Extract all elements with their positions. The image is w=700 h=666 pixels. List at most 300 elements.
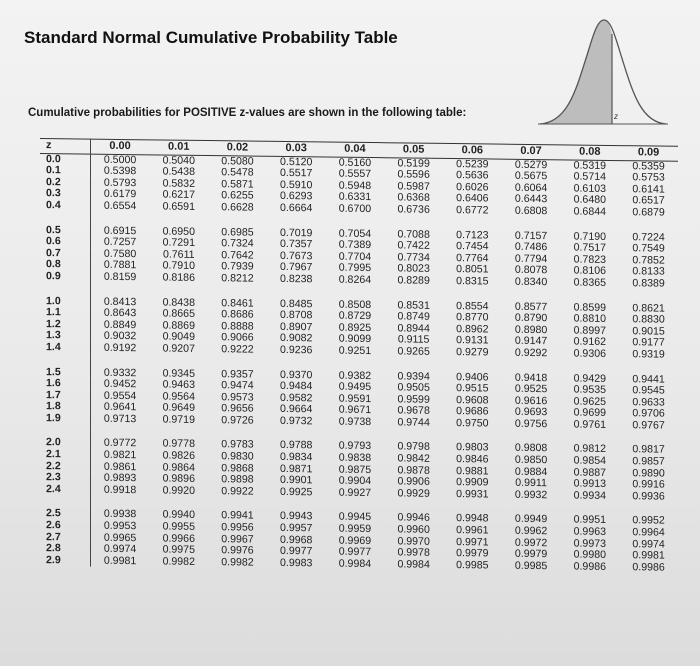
probability-cell: 0.8830 xyxy=(632,313,665,326)
probability-cell: 0.9957 xyxy=(280,521,313,535)
probability-cell: 0.8944 xyxy=(397,322,430,335)
probability-cell: 0.6915 xyxy=(103,224,137,237)
probability-cell: 0.9931 xyxy=(456,487,489,501)
probability-cell: 0.7357 xyxy=(280,238,313,251)
probability-cell: 0.9887 xyxy=(573,466,606,479)
probability-cell: 0.8708 xyxy=(280,309,313,322)
probability-cell: 0.9878 xyxy=(397,464,430,477)
probability-cell: 0.9345 xyxy=(162,366,195,380)
probability-cell: 0.9192 xyxy=(103,341,137,355)
probability-cell: 0.9066 xyxy=(221,331,254,344)
probability-cell: 0.9599 xyxy=(397,393,430,406)
probability-cell: 0.9719 xyxy=(162,413,195,426)
probability-cell: 0.7673 xyxy=(280,249,313,263)
z-value-cell: 0.0 xyxy=(40,153,90,166)
probability-cell: 0.5319 xyxy=(573,159,606,172)
probability-cell: 0.7910 xyxy=(162,259,195,273)
probability-cell: 0.8790 xyxy=(514,311,548,325)
probability-cell: 0.8289 xyxy=(397,274,430,287)
probability-cell: 0.5080 xyxy=(221,154,254,168)
z-table-body xyxy=(40,153,678,574)
probability-cell: 0.9913 xyxy=(573,477,606,491)
probability-cell: 0.9495 xyxy=(338,380,372,394)
probability-cell: 0.5871 xyxy=(221,177,254,191)
probability-cell: 0.8078 xyxy=(514,264,548,277)
probability-cell: 0.9936 xyxy=(632,490,665,503)
probability-cell: 0.9656 xyxy=(221,402,254,415)
probability-cell: 0.9834 xyxy=(280,450,313,464)
probability-cell: 0.9591 xyxy=(338,392,372,405)
probability-cell: 0.5557 xyxy=(338,167,372,181)
probability-cell: 0.9925 xyxy=(280,485,313,499)
probability-cell: 0.5000 xyxy=(103,153,137,166)
probability-cell: 0.9973 xyxy=(573,537,606,550)
probability-cell: 0.7704 xyxy=(338,250,372,263)
probability-cell: 0.9664 xyxy=(280,403,313,416)
z-value-cell: 0.7 xyxy=(40,248,90,260)
probability-cell: 0.8665 xyxy=(162,307,195,321)
probability-cell: 0.9881 xyxy=(456,464,489,478)
probability-cell: 0.9970 xyxy=(397,534,430,548)
probability-cell: 0.9955 xyxy=(162,520,195,533)
probability-cell: 0.6700 xyxy=(338,202,372,216)
probability-cell: 0.9896 xyxy=(162,472,195,486)
probability-cell: 0.9015 xyxy=(632,324,665,338)
z-column-header: z xyxy=(40,139,90,154)
probability-cell: 0.9980 xyxy=(573,548,606,562)
probability-cell: 0.9977 xyxy=(338,545,372,559)
probability-cell: 0.9906 xyxy=(397,475,430,489)
probability-cell: 0.5239 xyxy=(456,157,489,171)
probability-cell: 0.9890 xyxy=(632,466,665,480)
probability-cell: 0.9983 xyxy=(280,556,313,570)
probability-cell: 0.8888 xyxy=(221,319,254,333)
probability-cell: 0.7734 xyxy=(397,251,430,264)
probability-cell: 0.9922 xyxy=(221,485,254,498)
probability-cell: 0.9772 xyxy=(103,437,137,450)
probability-cell: 0.9505 xyxy=(397,381,430,394)
probability-cell: 0.7580 xyxy=(103,247,137,260)
probability-cell: 0.8485 xyxy=(280,297,313,310)
probability-cell: 0.9941 xyxy=(221,509,254,523)
probability-cell: 0.9952 xyxy=(632,514,665,528)
probability-cell: 0.8925 xyxy=(338,321,372,334)
column-header: 0.06 xyxy=(443,143,502,158)
probability-cell: 0.6179 xyxy=(103,188,137,201)
probability-cell: 0.9332 xyxy=(103,366,137,379)
probability-cell: 0.9357 xyxy=(221,367,254,381)
column-header: 0.07 xyxy=(502,144,561,159)
probability-cell: 0.9934 xyxy=(573,489,606,502)
probability-cell: 0.9147 xyxy=(514,335,548,348)
column-header: 0.08 xyxy=(560,145,619,160)
probability-cell: 0.7486 xyxy=(514,240,548,254)
probability-cell: 0.9812 xyxy=(573,442,606,456)
probability-cell: 0.6664 xyxy=(280,201,313,215)
probability-cell: 0.9959 xyxy=(338,522,372,536)
probability-cell: 0.9984 xyxy=(338,557,372,570)
probability-cell: 0.9292 xyxy=(514,346,548,360)
probability-cell: 0.7324 xyxy=(221,237,254,250)
probability-cell: 0.6628 xyxy=(221,201,254,214)
z-value-cell: 2.6 xyxy=(40,520,90,532)
probability-cell: 0.7995 xyxy=(338,261,372,275)
probability-cell: 0.9909 xyxy=(456,476,489,489)
probability-cell: 0.9032 xyxy=(103,330,137,343)
probability-cell: 0.7224 xyxy=(632,230,665,244)
probability-cell: 0.8159 xyxy=(103,270,137,284)
probability-cell: 0.9964 xyxy=(632,526,665,539)
z-value-cell: 2.5 xyxy=(40,495,90,520)
z-value-cell: 1.3 xyxy=(40,330,90,342)
probability-cell: 0.9949 xyxy=(514,513,548,526)
probability-cell: 0.8599 xyxy=(573,301,606,314)
probability-cell: 0.9319 xyxy=(632,348,665,361)
z-value-cell: 1.8 xyxy=(40,401,90,413)
probability-cell: 0.9985 xyxy=(514,559,548,573)
probability-cell: 0.9082 xyxy=(280,332,313,345)
probability-cell: 0.8962 xyxy=(456,322,489,336)
probability-cell: 0.7794 xyxy=(514,252,548,265)
z-value-cell: 1.7 xyxy=(40,390,90,402)
probability-cell: 0.9962 xyxy=(514,524,548,538)
probability-cell: 0.8413 xyxy=(103,295,137,308)
probability-cell: 0.8315 xyxy=(456,275,489,288)
z-value-cell: 0.5 xyxy=(40,212,90,237)
probability-cell: 0.5675 xyxy=(514,169,548,183)
probability-cell: 0.9744 xyxy=(397,416,430,429)
probability-cell: 0.7517 xyxy=(573,241,606,255)
probability-cell: 0.5910 xyxy=(280,178,313,192)
probability-cell: 0.9961 xyxy=(456,524,489,537)
z-value-cell: 2.2 xyxy=(40,461,90,473)
probability-cell: 0.9968 xyxy=(280,533,313,546)
probability-cell: 0.9864 xyxy=(162,461,195,474)
z-value-cell: 2.1 xyxy=(40,449,90,461)
z-value-cell: 1.1 xyxy=(40,307,90,319)
probability-cell: 0.8749 xyxy=(397,310,430,323)
probability-cell: 0.5948 xyxy=(338,179,372,192)
probability-cell: 0.9616 xyxy=(514,394,548,407)
probability-cell: 0.9236 xyxy=(280,343,313,357)
probability-cell: 0.9778 xyxy=(162,437,195,451)
probability-cell: 0.9821 xyxy=(103,448,137,462)
probability-cell: 0.9177 xyxy=(632,336,665,349)
column-header: 0.04 xyxy=(326,142,385,157)
probability-cell: 0.6844 xyxy=(573,205,606,218)
z-value-cell: 0.4 xyxy=(40,200,90,212)
probability-cell: 0.9956 xyxy=(221,521,254,534)
probability-cell: 0.9783 xyxy=(221,438,254,452)
probability-cell: 0.8023 xyxy=(397,262,430,276)
probability-cell: 0.9838 xyxy=(338,451,372,465)
probability-cell: 0.5987 xyxy=(397,180,430,193)
probability-cell: 0.9977 xyxy=(280,545,313,558)
probability-cell: 0.9671 xyxy=(338,403,372,417)
probability-cell: 0.9918 xyxy=(103,483,137,497)
z-value-cell: 0.8 xyxy=(40,259,90,271)
z-value-cell: 1.0 xyxy=(40,283,90,308)
probability-cell: 0.6406 xyxy=(456,192,489,205)
probability-cell: 0.9932 xyxy=(514,488,548,502)
probability-cell: 0.6517 xyxy=(632,194,665,208)
probability-cell: 0.5517 xyxy=(280,167,313,180)
z-value-cell: 0.1 xyxy=(40,165,90,177)
probability-cell: 0.8810 xyxy=(573,312,606,326)
probability-cell: 0.9726 xyxy=(221,414,254,427)
probability-cell: 0.9975 xyxy=(162,543,195,557)
probability-cell: 0.9306 xyxy=(573,347,606,360)
probability-cell: 0.9951 xyxy=(573,513,606,527)
probability-cell: 0.9582 xyxy=(280,391,313,405)
probability-cell: 0.7764 xyxy=(456,251,489,265)
probability-cell: 0.9868 xyxy=(221,461,254,475)
probability-cell: 0.9429 xyxy=(573,372,606,385)
z-value-cell: 1.4 xyxy=(40,342,90,354)
probability-cell: 0.5636 xyxy=(456,169,489,182)
probability-cell: 0.9756 xyxy=(514,417,548,431)
probability-cell: 0.9971 xyxy=(456,535,489,549)
probability-cell: 0.6331 xyxy=(338,191,372,204)
probability-cell: 0.7190 xyxy=(573,230,606,243)
probability-cell: 0.9678 xyxy=(397,404,430,418)
probability-cell: 0.8438 xyxy=(162,296,195,309)
probability-cell: 0.8051 xyxy=(456,263,489,276)
probability-cell: 0.5832 xyxy=(162,177,195,190)
z-value-cell: 2.3 xyxy=(40,472,90,484)
probability-cell: 0.9649 xyxy=(162,401,195,415)
probability-cell: 0.6255 xyxy=(221,189,254,202)
probability-cell: 0.9222 xyxy=(221,343,254,356)
probability-cell: 0.9693 xyxy=(514,406,548,419)
probability-cell: 0.9484 xyxy=(280,380,313,393)
probability-cell: 0.9279 xyxy=(456,345,489,359)
z-value-cell: 2.9 xyxy=(40,555,90,567)
probability-cell: 0.5438 xyxy=(162,165,195,179)
probability-cell: 0.9943 xyxy=(280,510,313,523)
probability-cell: 0.8186 xyxy=(162,271,195,284)
probability-cell: 0.5398 xyxy=(103,164,137,178)
probability-cell: 0.9131 xyxy=(456,334,489,347)
probability-cell: 0.8340 xyxy=(514,275,548,289)
probability-cell: 0.9463 xyxy=(162,378,195,391)
probability-cell: 0.9633 xyxy=(632,395,665,409)
probability-cell: 0.9207 xyxy=(162,342,195,355)
probability-cell: 0.9986 xyxy=(632,561,665,574)
z-value-cell: 1.9 xyxy=(40,413,90,425)
probability-cell: 0.9979 xyxy=(514,548,548,561)
probability-cell: 0.8365 xyxy=(573,276,606,289)
probability-cell: 0.6368 xyxy=(397,191,430,205)
probability-cell: 0.9535 xyxy=(573,383,606,397)
column-header: 0.05 xyxy=(384,143,443,158)
probability-cell: 0.9966 xyxy=(162,532,195,545)
probability-cell: 0.6480 xyxy=(573,193,606,207)
probability-cell: 0.7389 xyxy=(338,238,372,252)
probability-cell: 0.9641 xyxy=(103,401,137,414)
probability-cell: 0.9564 xyxy=(162,390,195,403)
probability-cell: 0.9893 xyxy=(103,472,137,485)
probability-cell: 0.7939 xyxy=(221,260,254,273)
probability-cell: 0.5199 xyxy=(397,156,430,170)
probability-cell: 0.6443 xyxy=(514,193,548,206)
probability-cell: 0.9767 xyxy=(632,419,665,432)
probability-cell: 0.7088 xyxy=(397,227,430,241)
z-table xyxy=(40,138,678,574)
probability-cell: 0.8508 xyxy=(338,298,372,311)
probability-cell: 0.8264 xyxy=(338,273,372,286)
probability-cell: 0.9884 xyxy=(514,465,548,478)
probability-cell: 0.7291 xyxy=(162,236,195,250)
probability-cell: 0.9979 xyxy=(456,547,489,560)
probability-cell: 0.5793 xyxy=(103,176,137,189)
probability-cell: 0.7881 xyxy=(103,259,137,272)
z-value-cell: 0.9 xyxy=(40,271,90,283)
probability-cell: 0.9251 xyxy=(338,344,372,357)
probability-cell: 0.6808 xyxy=(514,204,548,218)
probability-cell: 0.9732 xyxy=(280,414,313,428)
probability-cell: 0.9948 xyxy=(456,512,489,525)
probability-cell: 0.9898 xyxy=(221,473,254,486)
z-value-cell: 0.3 xyxy=(40,188,90,200)
column-header: 0.03 xyxy=(267,141,326,156)
probability-cell: 0.9441 xyxy=(632,372,665,386)
probability-cell: 0.9969 xyxy=(338,534,372,547)
probability-cell: 0.9929 xyxy=(397,487,430,500)
column-header: 0.00 xyxy=(90,139,149,154)
probability-cell: 0.6736 xyxy=(397,203,430,216)
probability-cell: 0.8106 xyxy=(573,264,606,278)
probability-cell: 0.9830 xyxy=(221,450,254,463)
probability-cell: 0.8980 xyxy=(514,323,548,336)
column-header: 0.09 xyxy=(619,146,678,161)
probability-cell: 0.6591 xyxy=(162,200,195,213)
probability-cell: 0.6950 xyxy=(162,225,195,238)
probability-cell: 0.9418 xyxy=(514,371,548,384)
column-header: 0.01 xyxy=(149,140,208,155)
probability-cell: 0.8907 xyxy=(280,320,313,334)
probability-cell: 0.9706 xyxy=(632,407,665,420)
probability-cell: 0.7852 xyxy=(632,253,665,267)
probability-cell: 0.9826 xyxy=(162,449,195,462)
probability-cell: 0.9788 xyxy=(280,439,313,452)
probability-cell: 0.9382 xyxy=(338,369,372,382)
probability-cell: 0.9099 xyxy=(338,332,372,346)
probability-cell: 0.8531 xyxy=(397,298,430,312)
probability-cell: 0.9608 xyxy=(456,393,489,407)
probability-cell: 0.9793 xyxy=(338,440,372,453)
probability-cell: 0.9686 xyxy=(456,405,489,418)
probability-cell: 0.9981 xyxy=(632,549,665,562)
probability-cell: 0.7611 xyxy=(162,248,195,261)
probability-cell: 0.8212 xyxy=(221,272,254,285)
probability-cell: 0.8729 xyxy=(338,309,372,323)
probability-cell: 0.9394 xyxy=(397,369,430,383)
probability-cell: 0.9803 xyxy=(456,441,489,454)
probability-cell: 0.6554 xyxy=(103,199,137,213)
probability-cell: 0.9515 xyxy=(456,382,489,395)
probability-cell: 0.9761 xyxy=(573,418,606,431)
table-caption: Cumulative probabilities for POSITIVE z-values are shown in the following table: xyxy=(28,107,467,119)
probability-cell: 0.9972 xyxy=(514,536,548,549)
probability-cell: 0.9938 xyxy=(103,508,137,521)
probability-cell: 0.9842 xyxy=(397,452,430,465)
probability-cell: 0.6217 xyxy=(162,188,195,202)
z-value-cell: 1.5 xyxy=(40,354,90,379)
probability-cell: 0.6293 xyxy=(280,190,313,203)
normal-curve-icon xyxy=(538,12,668,130)
probability-cell: 0.9854 xyxy=(573,454,606,467)
probability-cell: 0.9817 xyxy=(632,443,665,457)
probability-cell: 0.9984 xyxy=(397,558,430,571)
probability-cell: 0.9846 xyxy=(456,453,489,466)
probability-cell: 0.9554 xyxy=(103,389,137,402)
probability-cell: 0.7123 xyxy=(456,228,489,242)
probability-cell: 0.8869 xyxy=(162,319,195,332)
probability-cell: 0.9960 xyxy=(397,523,430,536)
probability-cell: 0.8554 xyxy=(456,299,489,313)
probability-cell: 0.7549 xyxy=(632,242,665,255)
probability-cell: 0.9850 xyxy=(514,453,548,467)
probability-cell: 0.5753 xyxy=(632,171,665,184)
probability-cell: 0.9963 xyxy=(573,525,606,538)
probability-cell: 0.9871 xyxy=(280,462,313,475)
probability-cell: 0.9986 xyxy=(573,560,606,573)
probability-cell: 0.9940 xyxy=(162,508,195,522)
z-value-cell: 0.6 xyxy=(40,236,90,248)
probability-cell: 0.9798 xyxy=(397,440,430,454)
probability-cell: 0.6985 xyxy=(221,225,254,239)
z-value-cell: 2.0 xyxy=(40,424,90,449)
probability-cell: 0.7257 xyxy=(103,235,137,249)
probability-cell: 0.8461 xyxy=(221,296,254,310)
probability-cell: 0.9713 xyxy=(103,412,137,426)
curve-shaded-area xyxy=(540,20,612,124)
probability-cell: 0.9049 xyxy=(162,330,195,344)
probability-cell: 0.9927 xyxy=(338,486,372,499)
z-value-cell: 0.2 xyxy=(40,177,90,189)
probability-cell: 0.8238 xyxy=(280,272,313,286)
probability-cell: 0.6879 xyxy=(632,206,665,219)
z-value-cell: 1.2 xyxy=(40,319,90,331)
probability-cell: 0.7642 xyxy=(221,248,254,262)
probability-cell: 0.9911 xyxy=(515,477,547,490)
probability-cell: 0.9945 xyxy=(338,511,372,524)
probability-cell: 0.5478 xyxy=(221,166,254,179)
probability-cell: 0.9967 xyxy=(221,532,254,546)
probability-cell: 0.6103 xyxy=(573,182,606,195)
probability-cell: 0.9920 xyxy=(162,484,195,497)
probability-cell: 0.9982 xyxy=(221,556,254,569)
probability-cell: 0.6064 xyxy=(514,181,548,194)
probability-cell: 0.9946 xyxy=(397,511,430,525)
probability-cell: 0.8621 xyxy=(632,301,665,315)
z-value-cell: 2.8 xyxy=(40,543,90,555)
probability-cell: 0.9573 xyxy=(221,390,254,404)
probability-cell: 0.9265 xyxy=(397,345,430,358)
probability-cell: 0.6141 xyxy=(632,183,665,196)
probability-cell: 0.9953 xyxy=(103,519,137,533)
probability-cell: 0.9525 xyxy=(514,382,548,396)
z-value-cell: 2.7 xyxy=(40,532,90,544)
probability-cell: 0.5040 xyxy=(162,154,195,167)
probability-cell: 0.8997 xyxy=(573,324,606,337)
probability-cell: 0.7054 xyxy=(338,227,372,240)
probability-cell: 0.9985 xyxy=(456,558,489,572)
probability-cell: 0.9115 xyxy=(397,333,430,347)
probability-cell: 0.9965 xyxy=(103,531,137,544)
probability-cell: 0.9808 xyxy=(514,442,548,455)
